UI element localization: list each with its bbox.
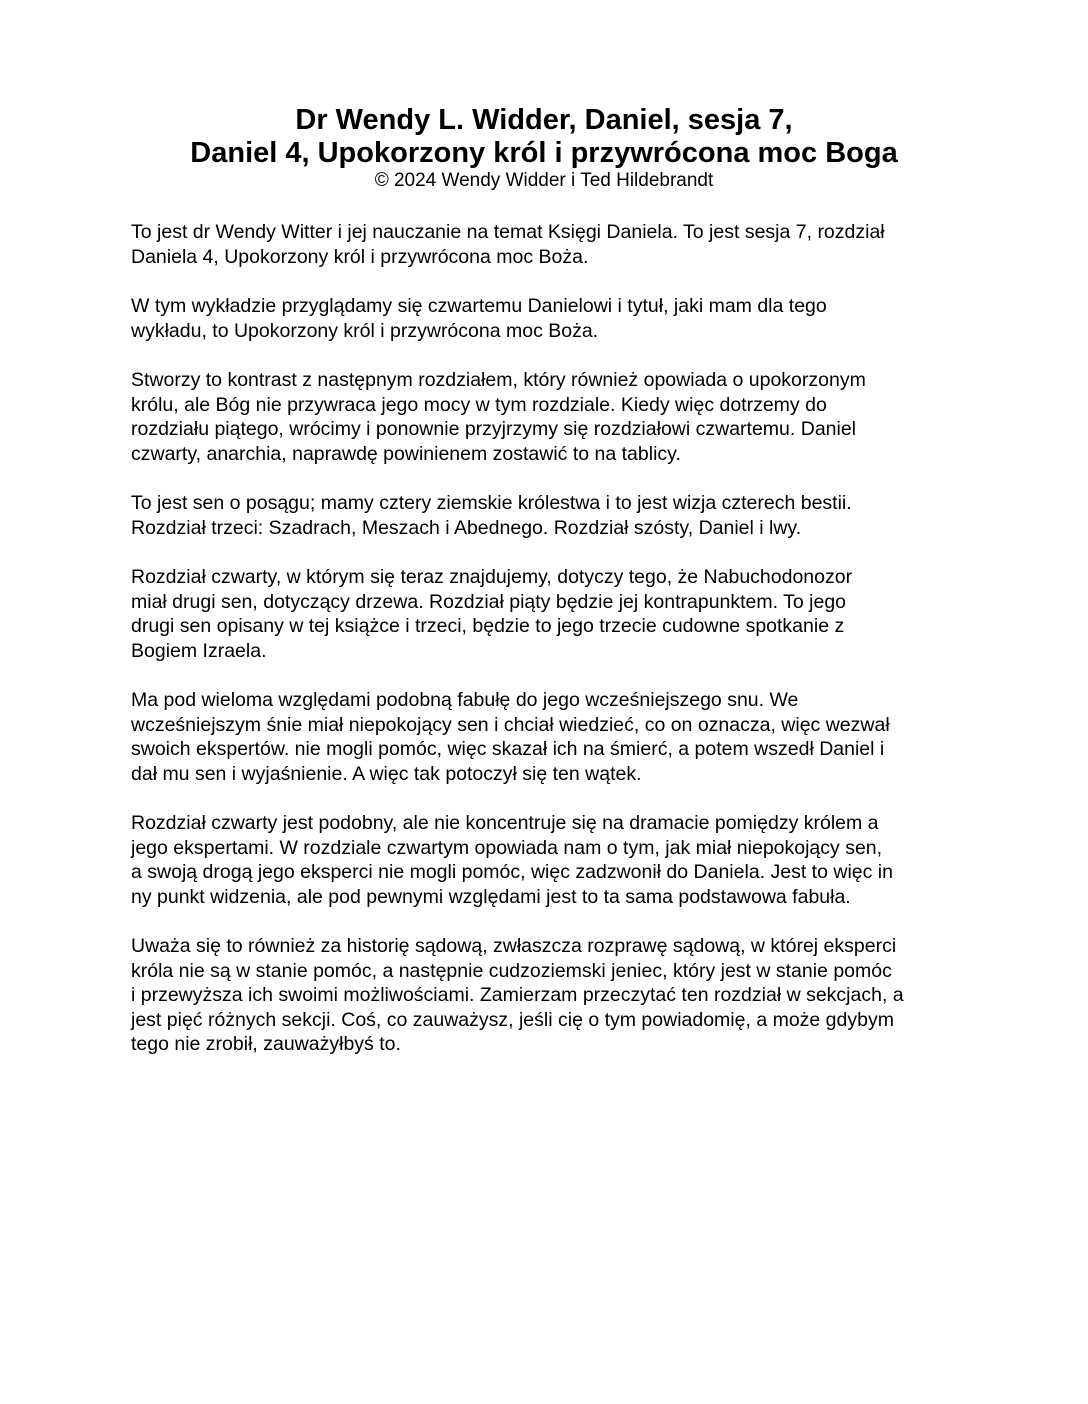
paragraph-line: swoich ekspertów. nie mogli pomóc, więc skazał ich na śmierć, a potem wszedł Daniel i xyxy=(131,738,885,760)
paragraph-8 xyxy=(131,934,967,1057)
paragraph-line: królu, ale Bóg nie przywraca jego mocy w tym rozdziale. Kiedy więc dotrzemy do xyxy=(131,393,827,416)
paragraph-line: króla nie są w stanie pomóc, a następnie cudzoziemski jeniec, który jest w stanie pomóc xyxy=(131,959,892,982)
paragraph-line: Daniela 4, Upokorzony król i przywrócona moc Boża. xyxy=(131,245,589,268)
paragraph-line: rozdziału piątego, wrócimy i ponownie przyjrzymy się rozdziałowi czwartemu. Daniel xyxy=(131,418,857,440)
paragraph-line: jego ekspertami. W rozdziale czwartym opowiada nam o tym, jak miał niepokojący sen, xyxy=(131,836,883,859)
paragraph-line: To jest dr Wendy Witter i jej nauczanie na temat Księgi Daniela. To jest sesja 7, rozdział xyxy=(131,221,885,243)
paragraph-line: Ma pod wieloma względami podobną fabułę do jego wcześniejszego snu. We xyxy=(131,689,799,711)
paragraph-line: To jest sen o posągu; mamy cztery ziemskie królestwa i to jest wizja czterech bestii. xyxy=(131,492,852,514)
title-line-1: Dr Wendy L. Widder, Daniel, sesja 7, xyxy=(295,104,793,136)
paragraph-5 xyxy=(131,565,967,663)
document-header xyxy=(0,104,1088,192)
document-body xyxy=(131,220,967,1082)
paragraph-line: czwarty, anarchia, naprawdę powinienem zostawić to na tablicy. xyxy=(131,442,681,465)
title-line-2: Daniel 4, Upokorzony król i przywrócona moc Boga xyxy=(190,137,898,169)
paragraph-2 xyxy=(131,294,967,343)
paragraph-line: Uważa się to również za historię sądową, zwłaszcza rozprawę sądową, w której eksperci xyxy=(131,935,897,957)
paragraph-line: wykładu, to Upokorzony król i przywrócona moc Boża. xyxy=(131,319,599,342)
paragraph-line: tego nie zrobił, zauważyłbyś to. xyxy=(131,1033,401,1055)
paragraph-6 xyxy=(131,688,967,786)
paragraph-line: ny punkt widzenia, ale pod pewnymi względami jest to ta sama podstawowa fabuła. xyxy=(131,885,851,908)
paragraph-line: dał mu sen i wyjaśnienie. A więc tak potoczył się ten wątek. xyxy=(131,762,642,785)
paragraph-line: a swoją drogą jego eksperci nie mogli pomóc, więc zadzwonił do Daniela. Jest to więc in xyxy=(131,861,893,883)
paragraph-line: wcześniejszym śnie miał niepokojący sen i chciał wiedzieć, co on oznacza, więc wezwał xyxy=(131,713,890,736)
paragraph-line: i przewyższa ich swoimi możliwościami. Zamierzam przeczytać ten rozdział w sekcjach, a xyxy=(131,984,904,1006)
paragraph-line: Rozdział czwarty, w którym się teraz znajdujemy, dotyczy tego, że Nabuchodonozor xyxy=(131,566,853,588)
paragraph-line: Stworzy to kontrast z następnym rozdziałem, który również opowiada o upokorzonym xyxy=(131,369,866,391)
paragraph-1 xyxy=(131,220,967,269)
paragraph-line: jest pięć różnych sekcji. Coś, co zauważysz, jeśli cię o tym powiadomię, a może gdybym xyxy=(131,1008,894,1031)
paragraph-4 xyxy=(131,491,967,540)
paragraph-line: Bogiem Izraela. xyxy=(131,639,267,662)
paragraph-3 xyxy=(131,368,967,466)
paragraph-line: Rozdział czwarty jest podobny, ale nie koncentruje się na dramacie pomiędzy królem a xyxy=(131,812,879,834)
paragraph-line: miał drugi sen, dotyczący drzewa. Rozdział piąty będzie jej kontrapunktem. To jego xyxy=(131,590,847,613)
paragraph-7 xyxy=(131,811,967,909)
copyright-notice: © 2024 Wendy Widder i Ted Hildebrandt xyxy=(374,170,714,191)
paragraph-line: W tym wykładzie przyglądamy się czwartemu Danielowi i tytuł, jaki mam dla tego xyxy=(131,295,827,317)
paragraph-line: Rozdział trzeci: Szadrach, Meszach i Abednego. Rozdział szósty, Daniel i lwy. xyxy=(131,516,802,539)
paragraph-line: drugi sen opisany w tej książce i trzeci, będzie to jego trzecie cudowne spotkanie z xyxy=(131,615,845,637)
